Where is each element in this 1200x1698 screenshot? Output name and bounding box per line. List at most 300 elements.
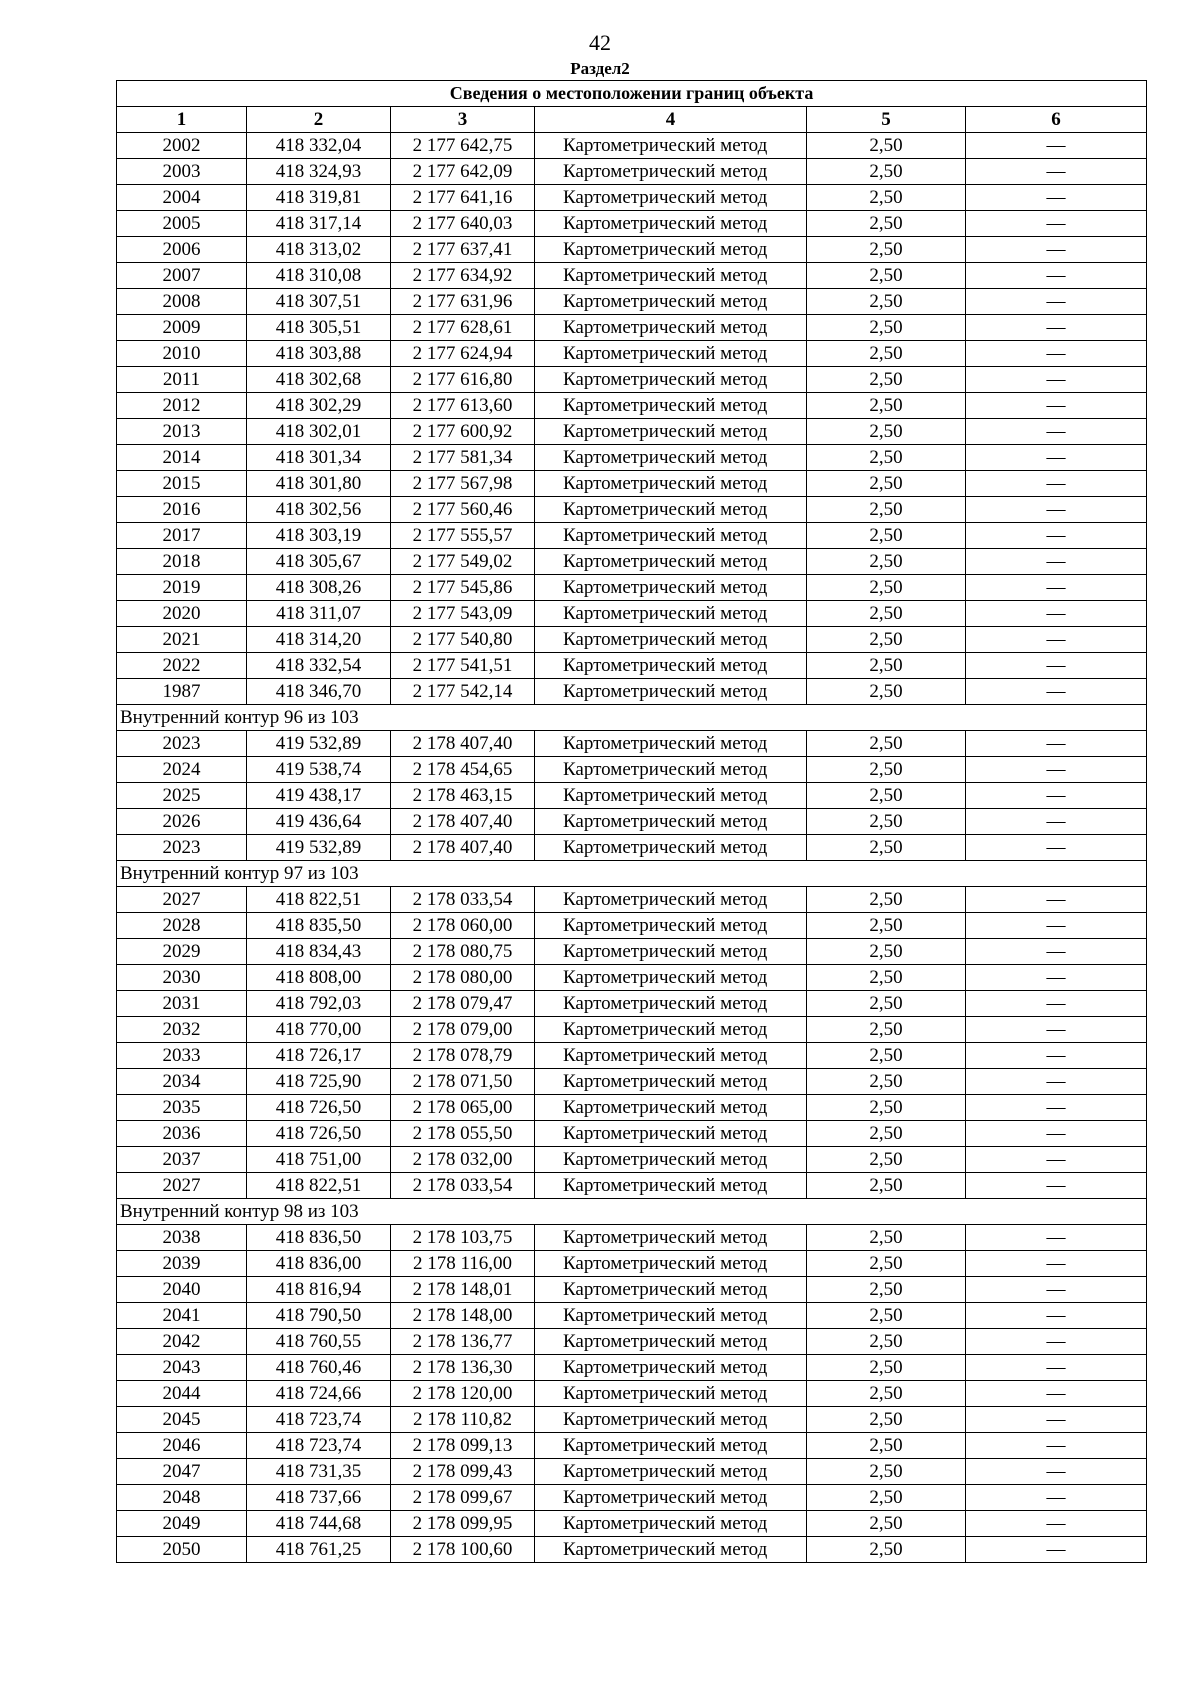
description-cell: — [966,211,1147,237]
point-number-cell: 2016 [117,497,247,523]
description-cell: — [966,731,1147,757]
point-number-cell: 2023 [117,835,247,861]
accuracy-cell: 2,50 [807,1095,966,1121]
table-row [117,1537,1147,1563]
description-cell: — [966,1485,1147,1511]
y-coordinate-cell: 2 177 540,80 [391,627,535,653]
point-number-cell: 2024 [117,757,247,783]
y-coordinate-cell: 2 178 032,00 [391,1147,535,1173]
x-coordinate-cell: 418 332,54 [247,653,391,679]
description-cell: — [966,1173,1147,1199]
table-row [117,1433,1147,1459]
contour-row [117,1199,1147,1225]
column-number: 1 [117,107,247,133]
y-coordinate-cell: 2 178 078,79 [391,1043,535,1069]
accuracy-cell: 2,50 [807,159,966,185]
y-coordinate-cell: 2 177 600,92 [391,419,535,445]
table-row [117,601,1147,627]
accuracy-cell: 2,50 [807,1069,966,1095]
x-coordinate-cell: 418 723,74 [247,1433,391,1459]
method-cell: Картометрический метод [535,679,807,705]
method-cell: Картометрический метод [535,185,807,211]
description-cell: — [966,783,1147,809]
method-cell: Картометрический метод [535,1043,807,1069]
y-coordinate-cell: 2 177 581,34 [391,445,535,471]
table-row [117,393,1147,419]
method-cell: Картометрический метод [535,263,807,289]
x-coordinate-cell: 418 301,80 [247,471,391,497]
description-cell: — [966,419,1147,445]
y-coordinate-cell: 2 177 641,16 [391,185,535,211]
accuracy-cell: 2,50 [807,1173,966,1199]
method-cell: Картометрический метод [535,211,807,237]
method-cell: Картометрический метод [535,1017,807,1043]
table-row [117,211,1147,237]
table-row [117,185,1147,211]
accuracy-cell: 2,50 [807,237,966,263]
x-coordinate-cell: 418 822,51 [247,887,391,913]
method-cell: Картометрический метод [535,965,807,991]
table-row [117,1147,1147,1173]
method-cell: Картометрический метод [535,575,807,601]
description-cell: — [966,1459,1147,1485]
y-coordinate-cell: 2 177 631,96 [391,289,535,315]
y-coordinate-cell: 2 177 567,98 [391,471,535,497]
x-coordinate-cell: 418 744,68 [247,1511,391,1537]
accuracy-cell: 2,50 [807,757,966,783]
table-row [117,783,1147,809]
point-number-cell: 2050 [117,1537,247,1563]
table-row [117,367,1147,393]
contour-label: Внутренний контур 96 из 103 [117,705,1147,731]
description-cell: — [966,367,1147,393]
point-number-cell: 2003 [117,159,247,185]
description-cell: — [966,1043,1147,1069]
table-row [117,1277,1147,1303]
description-cell: — [966,575,1147,601]
accuracy-cell: 2,50 [807,965,966,991]
method-cell: Картометрический метод [535,341,807,367]
description-cell: — [966,1329,1147,1355]
x-coordinate-cell: 418 302,68 [247,367,391,393]
accuracy-cell: 2,50 [807,341,966,367]
y-coordinate-cell: 2 178 055,50 [391,1121,535,1147]
point-number-cell: 2027 [117,887,247,913]
accuracy-cell: 2,50 [807,809,966,835]
x-coordinate-cell: 418 301,34 [247,445,391,471]
y-coordinate-cell: 2 177 549,02 [391,549,535,575]
point-number-cell: 2025 [117,783,247,809]
method-cell: Картометрический метод [535,549,807,575]
point-number-cell: 2026 [117,809,247,835]
method-cell: Картометрический метод [535,523,807,549]
accuracy-cell: 2,50 [807,1433,966,1459]
method-cell: Картометрический метод [535,1277,807,1303]
point-number-cell: 2021 [117,627,247,653]
x-coordinate-cell: 419 436,64 [247,809,391,835]
accuracy-cell: 2,50 [807,263,966,289]
y-coordinate-cell: 2 178 136,30 [391,1355,535,1381]
point-number-cell: 2035 [117,1095,247,1121]
point-number-cell: 2019 [117,575,247,601]
y-coordinate-cell: 2 178 103,75 [391,1225,535,1251]
description-cell: — [966,445,1147,471]
method-cell: Картометрический метод [535,601,807,627]
x-coordinate-cell: 418 726,17 [247,1043,391,1069]
description-cell: — [966,913,1147,939]
y-coordinate-cell: 2 177 545,86 [391,575,535,601]
method-cell: Картометрический метод [535,419,807,445]
x-coordinate-cell: 418 302,29 [247,393,391,419]
accuracy-cell: 2,50 [807,549,966,575]
x-coordinate-cell: 418 311,07 [247,601,391,627]
accuracy-cell: 2,50 [807,445,966,471]
x-coordinate-cell: 418 726,50 [247,1095,391,1121]
table-row [117,731,1147,757]
description-cell: — [966,757,1147,783]
method-cell: Картометрический метод [535,913,807,939]
description-cell: — [966,159,1147,185]
point-number-cell: 2040 [117,1277,247,1303]
table-title: Сведения о местоположении границ объекта [117,81,1147,107]
method-cell: Картометрический метод [535,133,807,159]
x-coordinate-cell: 418 760,46 [247,1355,391,1381]
point-number-cell: 2049 [117,1511,247,1537]
accuracy-cell: 2,50 [807,471,966,497]
x-coordinate-cell: 418 724,66 [247,1381,391,1407]
column-number: 2 [247,107,391,133]
accuracy-cell: 2,50 [807,575,966,601]
accuracy-cell: 2,50 [807,419,966,445]
description-cell: — [966,133,1147,159]
table-row [117,653,1147,679]
table-row [117,939,1147,965]
table-row [117,1355,1147,1381]
point-number-cell: 2034 [117,1069,247,1095]
description-cell: — [966,1069,1147,1095]
table-row [117,1043,1147,1069]
x-coordinate-cell: 418 751,00 [247,1147,391,1173]
y-coordinate-cell: 2 178 120,00 [391,1381,535,1407]
y-coordinate-cell: 2 178 080,75 [391,939,535,965]
method-cell: Картометрический метод [535,627,807,653]
accuracy-cell: 2,50 [807,393,966,419]
point-number-cell: 2038 [117,1225,247,1251]
table-row [117,1303,1147,1329]
accuracy-cell: 2,50 [807,1043,966,1069]
point-number-cell: 2017 [117,523,247,549]
y-coordinate-cell: 2 178 080,00 [391,965,535,991]
x-coordinate-cell: 418 726,50 [247,1121,391,1147]
table-row [117,1381,1147,1407]
x-coordinate-cell: 418 332,04 [247,133,391,159]
method-cell: Картометрический метод [535,1069,807,1095]
description-cell: — [966,523,1147,549]
accuracy-cell: 2,50 [807,835,966,861]
y-coordinate-cell: 2 178 407,40 [391,835,535,861]
method-cell: Картометрический метод [535,1329,807,1355]
y-coordinate-cell: 2 178 099,67 [391,1485,535,1511]
y-coordinate-cell: 2 178 136,77 [391,1329,535,1355]
table-row [117,1485,1147,1511]
description-cell: — [966,653,1147,679]
y-coordinate-cell: 2 178 148,00 [391,1303,535,1329]
table-row [117,1173,1147,1199]
x-coordinate-cell: 418 790,50 [247,1303,391,1329]
method-cell: Картометрический метод [535,1095,807,1121]
y-coordinate-cell: 2 178 099,95 [391,1511,535,1537]
point-number-cell: 2041 [117,1303,247,1329]
table-row [117,237,1147,263]
accuracy-cell: 2,50 [807,783,966,809]
table-row [117,315,1147,341]
point-number-cell: 2012 [117,393,247,419]
y-coordinate-cell: 2 177 628,61 [391,315,535,341]
accuracy-cell: 2,50 [807,367,966,393]
point-number-cell: 2027 [117,1173,247,1199]
method-cell: Картометрический метод [535,1407,807,1433]
x-coordinate-cell: 418 822,51 [247,1173,391,1199]
table-row [117,471,1147,497]
table-row [117,575,1147,601]
x-coordinate-cell: 418 792,03 [247,991,391,1017]
point-number-cell: 2043 [117,1355,247,1381]
point-number-cell: 2011 [117,367,247,393]
y-coordinate-cell: 2 178 148,01 [391,1277,535,1303]
accuracy-cell: 2,50 [807,523,966,549]
description-cell: — [966,393,1147,419]
description-cell: — [966,1121,1147,1147]
description-cell: — [966,1017,1147,1043]
point-number-cell: 2015 [117,471,247,497]
accuracy-cell: 2,50 [807,731,966,757]
description-cell: — [966,1303,1147,1329]
y-coordinate-cell: 2 177 634,92 [391,263,535,289]
method-cell: Картометрический метод [535,315,807,341]
table-row [117,549,1147,575]
table-row [117,1511,1147,1537]
accuracy-cell: 2,50 [807,887,966,913]
y-coordinate-cell: 2 178 060,00 [391,913,535,939]
contour-label: Внутренний контур 98 из 103 [117,1199,1147,1225]
y-coordinate-cell: 2 178 033,54 [391,1173,535,1199]
method-cell: Картометрический метод [535,159,807,185]
method-cell: Картометрический метод [535,393,807,419]
method-cell: Картометрический метод [535,1251,807,1277]
contour-row [117,705,1147,731]
y-coordinate-cell: 2 177 541,51 [391,653,535,679]
method-cell: Картометрический метод [535,1173,807,1199]
x-coordinate-cell: 418 305,67 [247,549,391,575]
point-number-cell: 2031 [117,991,247,1017]
x-coordinate-cell: 419 438,17 [247,783,391,809]
x-coordinate-cell: 418 303,19 [247,523,391,549]
method-cell: Картометрический метод [535,991,807,1017]
description-cell: — [966,341,1147,367]
y-coordinate-cell: 2 178 079,47 [391,991,535,1017]
method-cell: Картометрический метод [535,1355,807,1381]
accuracy-cell: 2,50 [807,1303,966,1329]
accuracy-cell: 2,50 [807,1277,966,1303]
point-number-cell: 2029 [117,939,247,965]
x-coordinate-cell: 418 308,26 [247,575,391,601]
table-row [117,679,1147,705]
point-number-cell: 2018 [117,549,247,575]
accuracy-cell: 2,50 [807,653,966,679]
description-cell: — [966,835,1147,861]
section-label: Раздел2 [570,59,630,78]
accuracy-cell: 2,50 [807,991,966,1017]
point-number-cell: 2047 [117,1459,247,1485]
method-cell: Картометрический метод [535,237,807,263]
y-coordinate-cell: 2 178 033,54 [391,887,535,913]
x-coordinate-cell: 418 835,50 [247,913,391,939]
y-coordinate-cell: 2 178 110,82 [391,1407,535,1433]
accuracy-cell: 2,50 [807,601,966,627]
accuracy-cell: 2,50 [807,1225,966,1251]
accuracy-cell: 2,50 [807,1121,966,1147]
accuracy-cell: 2,50 [807,1485,966,1511]
y-coordinate-cell: 2 177 613,60 [391,393,535,419]
point-number-cell: 2023 [117,731,247,757]
column-number: 5 [807,107,966,133]
y-coordinate-cell: 2 178 454,65 [391,757,535,783]
table-row [117,263,1147,289]
description-cell: — [966,549,1147,575]
description-cell: — [966,809,1147,835]
point-number-cell: 2009 [117,315,247,341]
column-number: 6 [966,107,1147,133]
accuracy-cell: 2,50 [807,1147,966,1173]
x-coordinate-cell: 419 532,89 [247,835,391,861]
table-row [117,523,1147,549]
table-row [117,913,1147,939]
accuracy-cell: 2,50 [807,497,966,523]
accuracy-cell: 2,50 [807,1381,966,1407]
y-coordinate-cell: 2 178 116,00 [391,1251,535,1277]
x-coordinate-cell: 418 760,55 [247,1329,391,1355]
x-coordinate-cell: 419 532,89 [247,731,391,757]
table-row [117,497,1147,523]
table-row [117,1329,1147,1355]
x-coordinate-cell: 418 836,00 [247,1251,391,1277]
x-coordinate-cell: 418 808,00 [247,965,391,991]
point-number-cell: 2028 [117,913,247,939]
method-cell: Картометрический метод [535,1459,807,1485]
method-cell: Картометрический метод [535,939,807,965]
accuracy-cell: 2,50 [807,315,966,341]
point-number-cell: 2020 [117,601,247,627]
table-row [117,809,1147,835]
method-cell: Картометрический метод [535,1433,807,1459]
method-cell: Картометрический метод [535,1537,807,1563]
table-row [117,991,1147,1017]
method-cell: Картометрический метод [535,1225,807,1251]
description-cell: — [966,1095,1147,1121]
point-number-cell: 2010 [117,341,247,367]
description-cell: — [966,965,1147,991]
description-cell: — [966,1381,1147,1407]
accuracy-cell: 2,50 [807,289,966,315]
accuracy-cell: 2,50 [807,1537,966,1563]
contour-label: Внутренний контур 97 из 103 [117,861,1147,887]
point-number-cell: 2007 [117,263,247,289]
accuracy-cell: 2,50 [807,1511,966,1537]
point-number-cell: 2036 [117,1121,247,1147]
y-coordinate-cell: 2 177 642,09 [391,159,535,185]
y-coordinate-cell: 2 178 065,00 [391,1095,535,1121]
table-row [117,1095,1147,1121]
x-coordinate-cell: 418 731,35 [247,1459,391,1485]
point-number-cell: 2046 [117,1433,247,1459]
y-coordinate-cell: 2 178 407,40 [391,731,535,757]
x-coordinate-cell: 418 834,43 [247,939,391,965]
method-cell: Картометрический метод [535,653,807,679]
y-coordinate-cell: 2 177 542,14 [391,679,535,705]
accuracy-cell: 2,50 [807,1017,966,1043]
accuracy-cell: 2,50 [807,627,966,653]
point-number-cell: 2008 [117,289,247,315]
x-coordinate-cell: 418 319,81 [247,185,391,211]
table-row [117,159,1147,185]
column-number-row [117,107,1147,133]
point-number-cell: 2022 [117,653,247,679]
table-row [117,289,1147,315]
description-cell: — [966,315,1147,341]
point-number-cell: 1987 [117,679,247,705]
method-cell: Картометрический метод [535,835,807,861]
method-cell: Картометрический метод [535,1485,807,1511]
description-cell: — [966,1537,1147,1563]
point-number-cell: 2013 [117,419,247,445]
x-coordinate-cell: 418 314,20 [247,627,391,653]
point-number-cell: 2005 [117,211,247,237]
accuracy-cell: 2,50 [807,1407,966,1433]
point-number-cell: 2045 [117,1407,247,1433]
y-coordinate-cell: 2 177 642,75 [391,133,535,159]
table-row [117,757,1147,783]
description-cell: — [966,601,1147,627]
description-cell: — [966,1147,1147,1173]
description-cell: — [966,991,1147,1017]
x-coordinate-cell: 418 310,08 [247,263,391,289]
y-coordinate-cell: 2 178 100,60 [391,1537,535,1563]
point-number-cell: 2002 [117,133,247,159]
description-cell: — [966,237,1147,263]
y-coordinate-cell: 2 178 099,43 [391,1459,535,1485]
y-coordinate-cell: 2 178 079,00 [391,1017,535,1043]
method-cell: Картометрический метод [535,783,807,809]
accuracy-cell: 2,50 [807,1355,966,1381]
x-coordinate-cell: 418 302,56 [247,497,391,523]
point-number-cell: 2044 [117,1381,247,1407]
x-coordinate-cell: 418 836,50 [247,1225,391,1251]
description-cell: — [966,1277,1147,1303]
table-row [117,419,1147,445]
description-cell: — [966,263,1147,289]
method-cell: Картометрический метод [535,887,807,913]
method-cell: Картометрический метод [535,809,807,835]
boundary-table [116,80,1147,1563]
accuracy-cell: 2,50 [807,133,966,159]
point-number-cell: 2006 [117,237,247,263]
method-cell: Картометрический метод [535,1121,807,1147]
accuracy-cell: 2,50 [807,185,966,211]
description-cell: — [966,1355,1147,1381]
method-cell: Картометрический метод [535,367,807,393]
accuracy-cell: 2,50 [807,913,966,939]
table-row [117,1251,1147,1277]
